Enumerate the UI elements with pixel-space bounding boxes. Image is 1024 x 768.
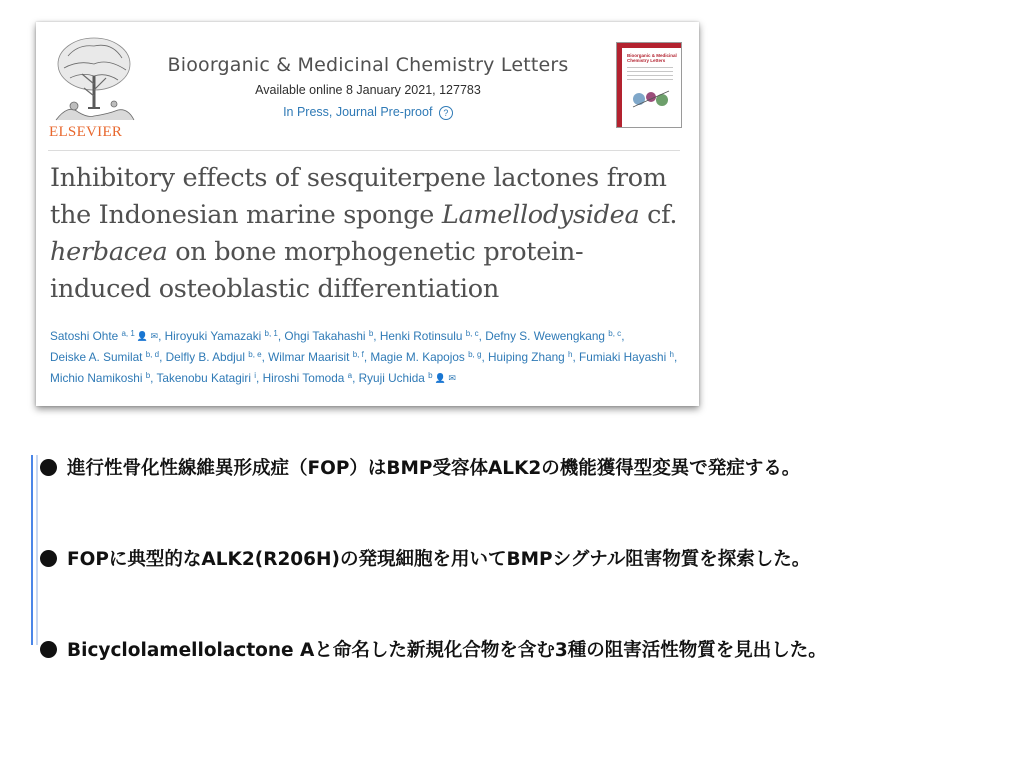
accent-bar <box>31 455 33 645</box>
cover-title: Bioorganic & Medicinal Chemistry Letters <box>627 53 677 63</box>
title-text-2: cf. <box>639 200 678 230</box>
author-list: Satoshi Ohte $^{a, 1}$ 👤 ✉, Hiroyuki Yamazaki $^{b, 1}$, Ohgi Takahashi $^b$, Henki Rotinsulu $^{b, c}$, Defny S. Wewengkang $^{b, c}$, Deiske A. Sumilat $^{b, d}$, Delfly B. Abdjul $^{b, e}$, Wilmar Maarisit $^{b, f}$, Magie M. Kapojos $^{b, g}$, Huiping Zhang $^h$, Fumiaki Hayashi $^h$, Michio Namikoshi $^b$, Takenobu Katagiri $^i$, Hiroshi Tomoda $^a$, Ryuji Uchida $^b$ 👤 ✉ <box>50 329 678 385</box>
author-contact-icon[interactable]: 👤 ✉ <box>136 331 159 341</box>
author-affiliation[interactable]: b <box>428 371 433 380</box>
bullet-item <box>40 640 1010 662</box>
author-name[interactable]: Hiroyuki Yamazaki <box>164 329 262 343</box>
cover-band <box>617 43 622 127</box>
author-affiliation[interactable]: b, 1 <box>264 329 278 338</box>
article-status[interactable] <box>144 105 592 120</box>
bullet-text: Bicyclolamellolactone Aと命名した新規化合物を含む3種の阻害活性物質を見出した。 <box>67 640 827 661</box>
author-affiliation[interactable]: h <box>568 350 573 359</box>
bullet-list <box>40 458 1010 662</box>
author-link[interactable] <box>165 329 278 343</box>
journal-cover-thumbnail[interactable] <box>616 42 682 128</box>
author-name[interactable]: Huiping Zhang <box>488 350 565 364</box>
title-species: herbacea <box>50 237 168 267</box>
author-link[interactable] <box>284 329 373 343</box>
title-text-1: Inhibitory effects of sesquiterpene lactones from the Indonesian marine sponge <box>50 163 667 230</box>
cover-molecule-graphic <box>629 87 673 111</box>
author-link[interactable] <box>166 350 262 364</box>
author-link[interactable] <box>268 350 364 364</box>
title-text-3: on bone morphogenetic protein-induced osteoblastic differentiation <box>50 237 584 304</box>
author-affiliation[interactable]: b, e <box>248 350 262 359</box>
bullet-dot-icon <box>40 641 57 658</box>
author-affiliation[interactable]: b <box>145 371 151 380</box>
author-link[interactable] <box>50 329 158 343</box>
author-name[interactable]: Deiske A. Sumilat <box>50 350 143 364</box>
author-name[interactable]: Ryuji Uchida <box>358 371 425 385</box>
cover-top-band <box>622 43 681 48</box>
author-link[interactable] <box>488 350 572 364</box>
author-link[interactable] <box>263 371 352 385</box>
author-link[interactable] <box>579 350 674 364</box>
author-affiliation[interactable]: b, d <box>145 350 160 359</box>
header-divider <box>48 150 680 151</box>
author-link[interactable] <box>485 329 621 343</box>
elsevier-tree-icon <box>48 34 138 122</box>
bullet-dot-icon <box>40 550 57 567</box>
journal-title[interactable]: Bioorganic & Medicinal Chemistry Letters <box>167 54 569 76</box>
author-link[interactable] <box>370 350 481 364</box>
author-name[interactable]: Takenobu Katagiri <box>156 371 251 385</box>
article-status-label[interactable]: In Press, Journal Pre-proof <box>283 105 433 119</box>
author-name[interactable]: Defny S. Wewengkang <box>485 329 605 343</box>
author-affiliation[interactable]: b, g <box>468 350 482 359</box>
author-contact-icon[interactable]: 👤 ✉ <box>434 373 456 383</box>
availability-date: Available online 8 January 2021, 127783 <box>255 83 481 97</box>
author-affiliation[interactable]: a <box>347 371 353 380</box>
author-affiliation[interactable]: a, 1 <box>121 329 135 338</box>
article-title <box>50 160 680 308</box>
author-name[interactable]: Henki Rotinsulu <box>379 329 463 343</box>
author-link[interactable] <box>380 329 479 343</box>
author-link[interactable] <box>50 371 150 385</box>
author-name[interactable]: Wilmar Maarisit <box>268 350 350 364</box>
author-affiliation[interactable]: b <box>368 329 374 338</box>
author-name[interactable]: Delfly B. Abdjul <box>165 350 245 364</box>
bullet-dot-icon <box>40 459 57 476</box>
accent-bar-light <box>36 455 38 645</box>
author-affiliation[interactable]: b, f <box>352 350 364 359</box>
author-link[interactable] <box>50 350 159 364</box>
bullet-item <box>40 458 1010 480</box>
author-name[interactable]: Ohgi Takahashi <box>284 329 366 343</box>
author-name[interactable]: Michio Namikoshi <box>50 371 143 385</box>
author-affiliation[interactable]: b, c <box>465 329 479 338</box>
author-link[interactable] <box>359 371 456 385</box>
author-affiliation[interactable]: b, c <box>608 329 622 338</box>
author-affiliation[interactable]: i <box>254 371 257 380</box>
bullet-item <box>40 549 1010 571</box>
author-name[interactable]: Fumiaki Hayashi <box>579 350 667 364</box>
bullet-text: FOPに典型的なALK2(R206H)の発現細胞を用いてBMPシグナル阻害物質を探索した。 <box>67 549 811 570</box>
title-genus: Lamellodysidea <box>441 200 640 230</box>
author-name[interactable]: Magie M. Kapojos <box>370 350 465 364</box>
cover-text-lines <box>627 67 673 83</box>
author-name[interactable]: Hiroshi Tomoda <box>262 371 345 385</box>
elsevier-logo[interactable] <box>48 34 138 146</box>
author-link[interactable] <box>157 371 257 385</box>
article-card <box>36 22 699 406</box>
publisher-wordmark: ELSEVIER <box>49 124 123 140</box>
bullet-text: 進行性骨化性線維異形成症（FOP）はBMP受容体ALK2の機能獲得型変異で発症する。 <box>67 458 801 479</box>
author-name[interactable]: Satoshi Ohte <box>50 329 119 343</box>
help-icon[interactable]: ? <box>439 106 453 120</box>
author-affiliation[interactable]: h <box>669 350 674 359</box>
